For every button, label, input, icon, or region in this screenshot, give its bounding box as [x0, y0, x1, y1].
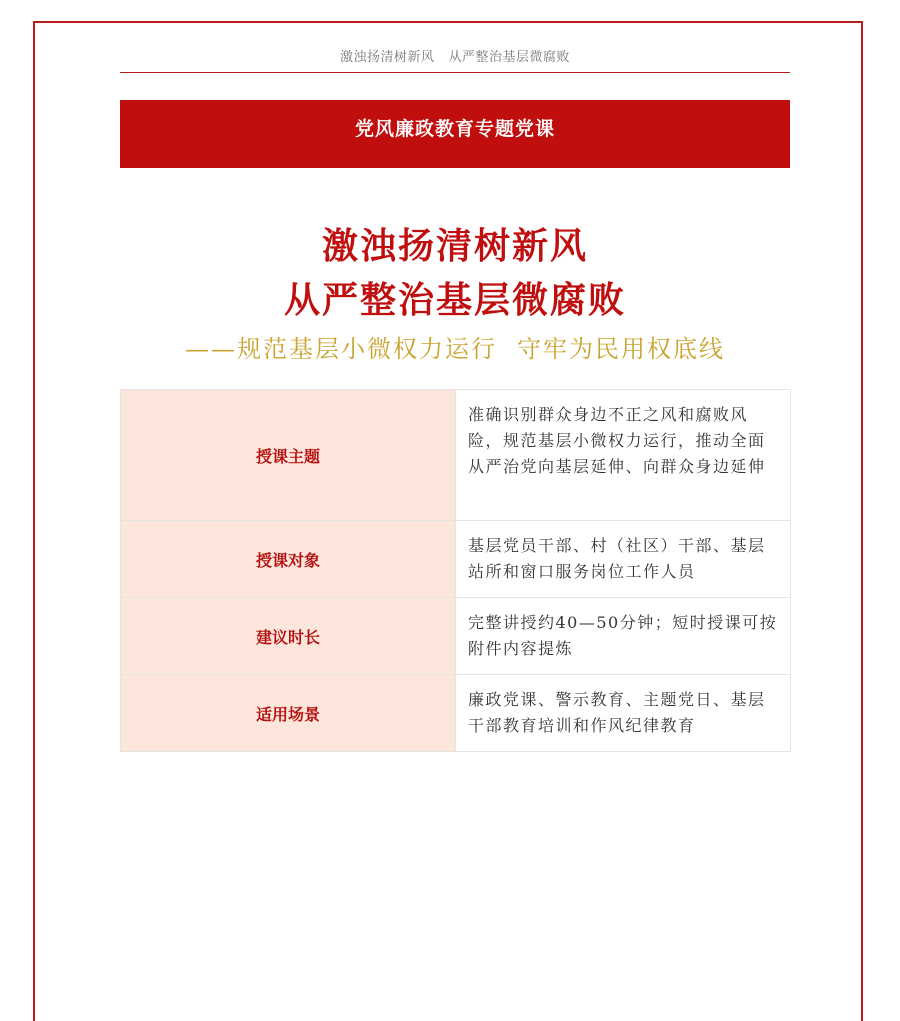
row-value-audience: 基层党员干部、村（社区）干部、基层站所和窗口服务岗位工作人员 [456, 521, 791, 598]
running-header-part1: 激浊扬清树新风 [339, 50, 435, 65]
row-value-topic: 准确识别群众身边不正之风和腐败风险，规范基层小微权力运行，推动全面从严治党向基层延伸、向群众身边延伸 [456, 390, 791, 521]
row-label-duration: 建议时长 [121, 598, 456, 675]
row-value-duration: 完整讲授约40—50分钟；短时授课可按附件内容提炼 [456, 598, 791, 675]
subtitle [120, 329, 790, 364]
subtitle-part1: ——规范基层小微权力运行 [185, 335, 497, 363]
table-row [121, 521, 791, 598]
header-rule [120, 72, 790, 73]
info-table [120, 389, 791, 752]
subtitle-part2: 守牢为民用权底线 [517, 335, 725, 363]
row-value-scenario: 廉政党课、警示教育、主题党日、基层干部教育培训和作风纪律教育 [456, 675, 791, 752]
table-row [121, 390, 791, 521]
table-row [121, 675, 791, 752]
running-header-part2: 从严整治基层微腐败 [448, 50, 571, 65]
running-header [120, 46, 790, 65]
row-label-scenario: 适用场景 [121, 675, 456, 752]
row-label-audience: 授课对象 [121, 521, 456, 598]
main-title-line2: 从严整治基层微腐败 [283, 280, 626, 321]
banner [120, 100, 790, 168]
row-label-topic: 授课主题 [121, 390, 456, 521]
main-title-line1: 激浊扬清树新风 [321, 226, 588, 267]
table-row [121, 598, 791, 675]
banner-label: 党风廉政教育专题党课 [354, 118, 555, 140]
